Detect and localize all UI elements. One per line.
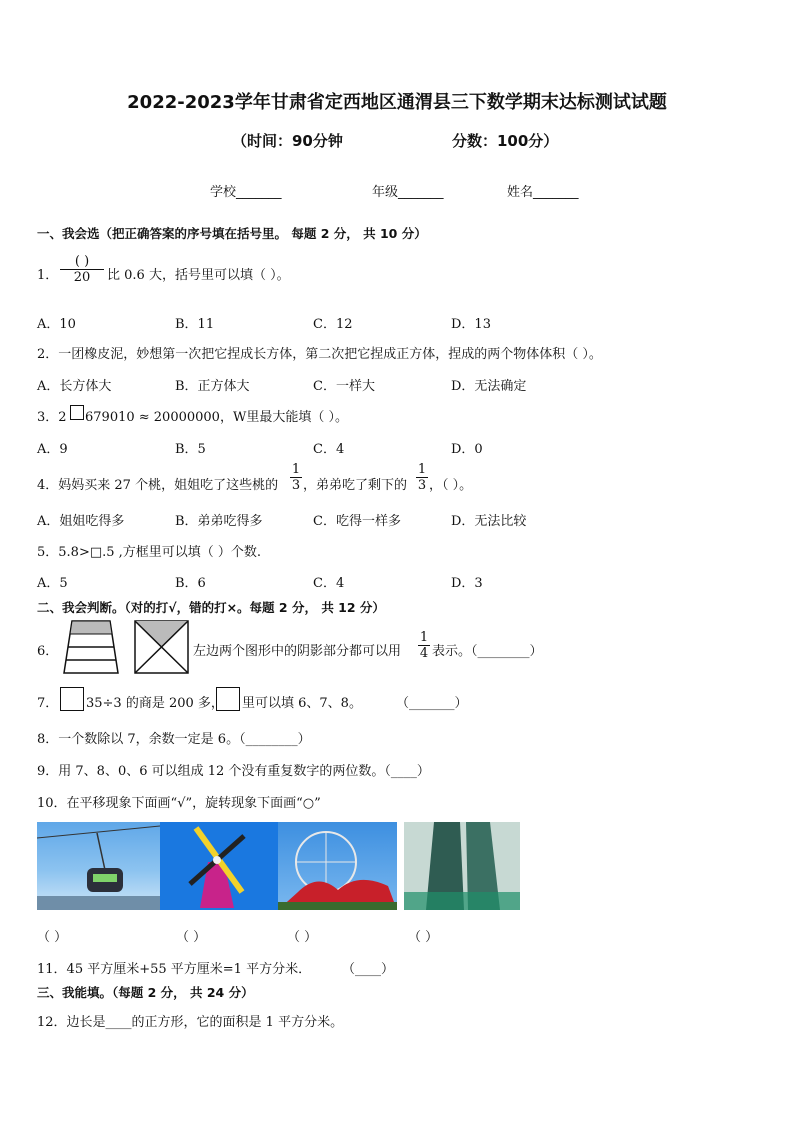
trapezoid-shaded-strip — [70, 621, 112, 634]
q3-option-d: D．0 — [451, 442, 483, 457]
q4-option-b: B．弟弟吃得多 — [175, 514, 263, 529]
q10-blank-1: （ ） — [37, 930, 68, 945]
escalator-photo — [404, 822, 520, 910]
q4-option-a: A．姐姐吃得多 — [37, 514, 125, 529]
q5-option-d: D．3 — [451, 576, 483, 591]
q3-text: 679010 ≈ 20000000，W里最大能填（ ）。 — [85, 410, 348, 425]
q4-fraction-2 — [416, 462, 428, 493]
q11-blank: （____） — [342, 962, 395, 977]
q3-prefix: 3．2 — [37, 410, 67, 425]
exam-time: （时间：90分钟 — [232, 132, 343, 150]
q4-fraction-1-denominator: 3 — [291, 478, 301, 493]
q10-text: 10．在平移现象下面画“√”，旋转现象下面画“○” — [37, 796, 321, 811]
cable-line — [37, 826, 160, 838]
q4-option-c: C．吃得一样多 — [313, 514, 401, 529]
q3-option-b: B．5 — [175, 442, 206, 457]
mountain-band — [37, 896, 160, 910]
q6-text: 左边两个图形中的阴影部分都可以用 — [193, 644, 402, 659]
cable-car-window — [93, 874, 117, 882]
trapezoid-figure — [60, 619, 122, 675]
q2-option-a: A．长方体大 — [37, 379, 112, 394]
q4-text-1: 4．妈妈买来 27 个桃，姐姐吃了这些桃的 — [37, 478, 279, 493]
q3-option-a: A．9 — [37, 442, 68, 457]
q1-option-b: B．11 — [175, 317, 215, 332]
school-field: 学校_______ — [210, 185, 282, 200]
q2-text: 2．一团橡皮泥，妙想第一次把它捏成长方体，第二次把它捏成正方体，捏成的两个物体体积（ ）。 — [37, 347, 602, 362]
q10-blank-3: （ ） — [287, 930, 318, 945]
q4-option-d: D．无法比较 — [451, 514, 527, 529]
q6-fraction — [418, 630, 430, 661]
windmill-picture — [160, 822, 278, 910]
q7-box-2 — [216, 687, 240, 711]
cable-hanger — [97, 833, 105, 870]
section-heading-2: 二、我会判断。（对的打√，错的打×。每题 2 分， 共 12 分） — [37, 600, 385, 615]
grade-field: 年级_______ — [372, 185, 444, 200]
q4-fraction-2-denominator: 3 — [417, 478, 427, 493]
q3-box — [70, 405, 84, 420]
section-heading-3: 三、我能填。（每题 2 分， 共 24 分） — [37, 985, 254, 1000]
q7-text-2: 里可以填 6、7、8。 — [242, 696, 362, 711]
q1-number: 1． — [37, 268, 59, 283]
q7-box-1 — [60, 687, 84, 711]
q9-text: 9．用 7、8、0、6 可以组成 12 个没有重复数字的两位数。（____） — [37, 764, 430, 779]
escalator-floor — [404, 892, 520, 910]
q5-option-a: A．5 — [37, 576, 68, 591]
page-title: 2022-2023学年甘肃省定西地区通渭县三下数学期末达标测试试题 — [127, 92, 667, 113]
q1-fraction-denominator: 20 — [60, 269, 104, 285]
q1-fraction-numerator: ( ) — [74, 254, 90, 269]
q6-fraction-denominator: 4 — [419, 646, 429, 661]
q5-option-c: C．4 — [313, 576, 345, 591]
q6-number: 6． — [37, 644, 59, 659]
q11-text: 11．45 平方厘米+55 平方厘米=1 平方分米． — [37, 962, 312, 977]
ground-strip — [278, 902, 397, 910]
q4-fraction-1 — [290, 462, 302, 493]
q1-option-a: A．10 — [37, 317, 76, 332]
q5-text: 5．5.8>□.5 ,方框里可以填（ ）个数. — [37, 545, 262, 560]
ferris-wheel-photo — [278, 822, 397, 910]
q4-text-3: ，（ ）。 — [429, 478, 473, 493]
exam-score: 分数：100分） — [452, 132, 559, 150]
q4-fraction-2-numerator: 1 — [417, 462, 427, 477]
q5-option-b: B．6 — [175, 576, 206, 591]
q6-fraction-numerator: 1 — [419, 630, 429, 645]
q4-fraction-1-numerator: 1 — [291, 462, 301, 477]
q1-option-c: C．12 — [313, 317, 353, 332]
q7-blank: （_______） — [396, 696, 468, 711]
cable-car-photo — [37, 822, 160, 910]
q1-option-d: D．13 — [451, 317, 491, 332]
windmill-hub — [213, 856, 221, 864]
q12-text: 12．边长是____的正方形，它的面积是 1 平方分米。 — [37, 1015, 344, 1030]
q2-option-c: C．一样大 — [313, 379, 375, 394]
q7-number: 7． — [37, 696, 59, 711]
q3-option-c: C．4 — [313, 442, 345, 457]
q7-text-1: 35÷3 的商是 200 多， — [86, 696, 224, 711]
q8-text: 8．一个数除以 7，余数一定是 6。（________） — [37, 732, 311, 747]
q4-text-2: ，弟弟吃了剩下的 — [303, 478, 408, 493]
square-figure — [133, 619, 191, 675]
q2-option-b: B．正方体大 — [175, 379, 250, 394]
q10-blank-4: （ ） — [408, 930, 439, 945]
section-heading-1: 一、我会选（把正确答案的序号填在括号里。 每题 2 分， 共 10 分） — [37, 226, 427, 241]
q1-text: 比 0.6 大，括号里可以填（ ）。 — [107, 268, 290, 283]
q10-blank-2: （ ） — [176, 930, 207, 945]
name-field: 姓名_______ — [507, 185, 579, 200]
q2-option-d: D．无法确定 — [451, 379, 527, 394]
q6-tail: 表示。（________） — [432, 644, 543, 659]
q1-fraction — [60, 254, 104, 285]
